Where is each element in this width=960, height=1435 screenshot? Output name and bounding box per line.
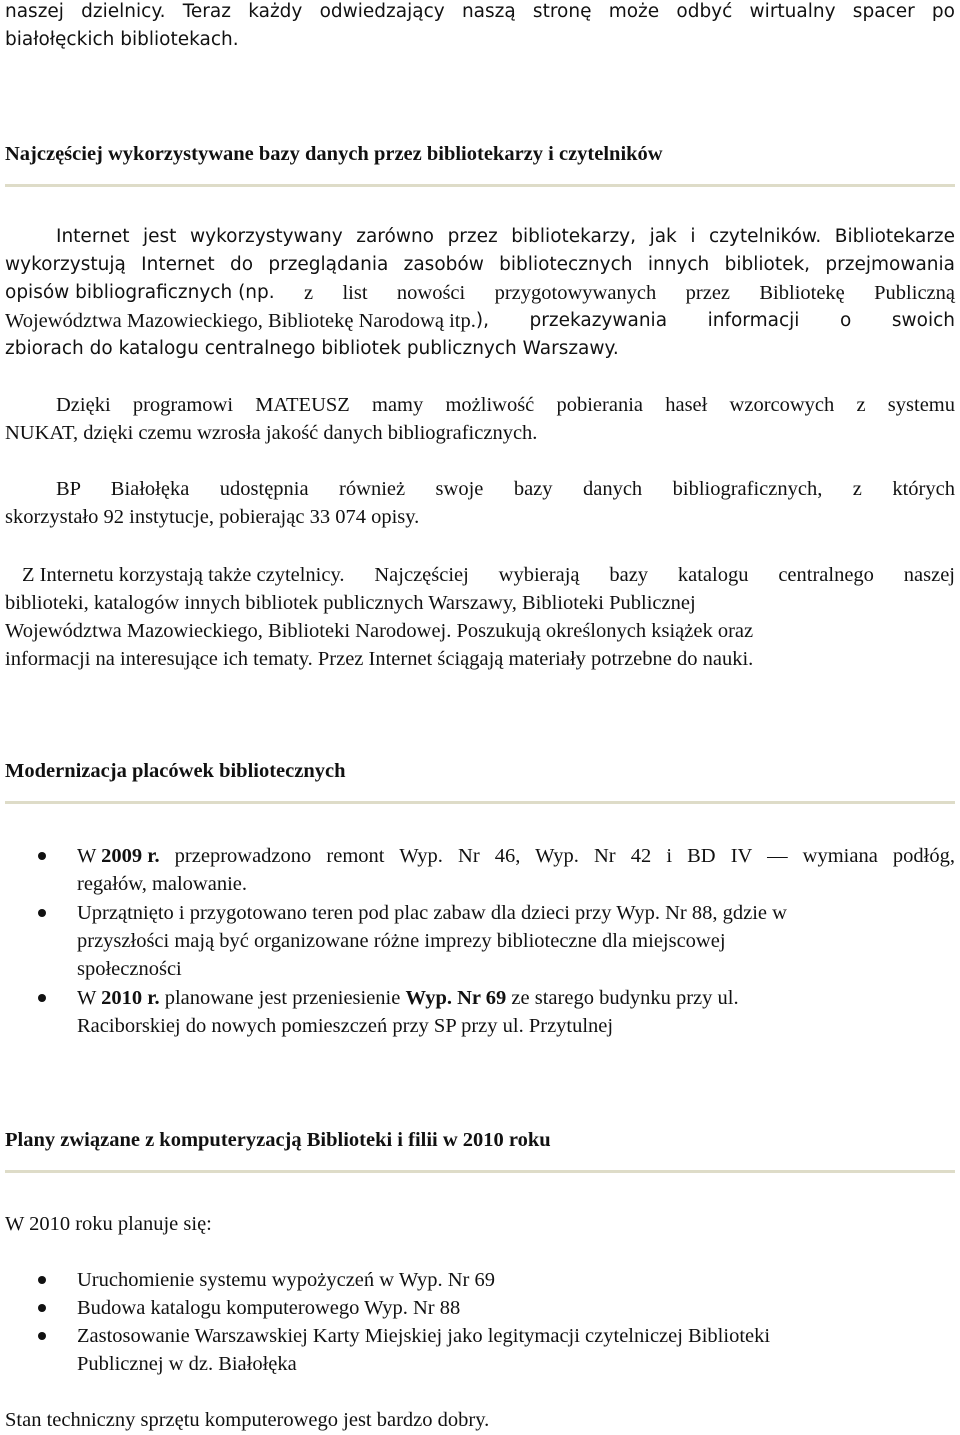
paragraph-fragment: Najczęściej wybierają bazy katalogu centralnego naszej xyxy=(344,564,955,586)
intro-line-1: naszej dzielnicy. Teraz każdy odwiedzający naszą stronę może odbyć wirtualny spacer po xyxy=(5,1,955,22)
list-item-line: Publicznej w dz. Białołęka xyxy=(77,1353,297,1375)
text-fragment-bold: 2009 r. xyxy=(101,845,160,867)
paragraph-fragment: opisów bibliograficznych (np. xyxy=(5,282,275,303)
list-item-line: społeczności xyxy=(77,958,182,980)
text-fragment: ze starego budynku przy ul. xyxy=(506,987,739,1009)
text-fragment: W xyxy=(77,845,102,867)
paragraph-line: biblioteki, katalogów innych bibliotek publicznych Warszawy, Biblioteki Publicznej xyxy=(5,592,696,614)
paragraph-line: informacji na interesujące ich tematy. Przez Internet ściągają materiały potrzebne do nauki. xyxy=(5,648,754,670)
paragraph-line: BP Białołęka udostępnia również swoje bazy danych bibliograficznych, z których xyxy=(56,478,955,500)
paragraph-line: Województwa Mazowieckiego, Biblioteki Narodowej. Poszukują określonych książek oraz xyxy=(5,620,754,642)
list-item-line: Uprzątnięto i przygotowano teren pod plac zabaw dla dzieci przy Wyp. Nr 88, gdzie w xyxy=(77,902,787,924)
list-item-line: Uruchomienie systemu wypożyczeń w Wyp. Nr 69 xyxy=(77,1269,495,1291)
heading-underline xyxy=(5,184,955,187)
paragraph-line: wykorzystują Internet do przeglądania zasobów bibliotecznych innych bibliotek, przejmowania xyxy=(5,254,955,275)
paragraph-line: Internet jest wykorzystywany zarówno przez bibliotekarzy, jak i czytelników. Bibliotekarze xyxy=(56,226,955,247)
bullet-icon xyxy=(38,1332,46,1340)
text-fragment: przeprowadzono remont Wyp. Nr 46, Wyp. Nr 42 i BD IV — wymiana podłóg, xyxy=(159,845,955,867)
list-item-line xyxy=(77,984,739,1012)
bullet-icon xyxy=(38,852,46,860)
text-fragment: planowane jest przeniesienie xyxy=(159,987,406,1009)
text-fragment: W xyxy=(77,987,102,1009)
closing-sentence: Stan techniczny sprzętu komputerowego jest bardzo dobry. xyxy=(5,1409,490,1431)
paragraph-fragment: Województwa Mazowieckiego, Bibliotekę Narodową itp. xyxy=(5,310,476,332)
list-item-line: przyszłości mają być organizowane różne imprezy biblioteczne dla miejscowej xyxy=(77,930,726,952)
section-heading-databases: Najczęściej wykorzystywane bazy danych przez bibliotekarzy i czytelników xyxy=(5,143,663,165)
bullet-icon xyxy=(38,1304,46,1312)
list-item-line: regałów, malowanie. xyxy=(77,873,248,895)
section-heading-modernization: Modernizacja placówek bibliotecznych xyxy=(5,760,346,782)
paragraph-line-mixed xyxy=(22,561,955,589)
plans-lead: W 2010 roku planuje się: xyxy=(5,1213,212,1235)
paragraph-line: Dzięki programowi MATEUSZ mamy możliwość pobierania haseł wzorcowych z systemu xyxy=(56,394,955,416)
paragraph-fragment: z list nowości przygotowywanych przez Bibliotekę Publiczną xyxy=(274,282,955,304)
list-item-line xyxy=(77,842,955,870)
list-item-line: Zastosowanie Warszawskiej Karty Miejskiej jako legitymacji czytelniczej Biblioteki xyxy=(77,1325,771,1347)
heading-underline xyxy=(5,801,955,804)
paragraph-fragment: ), przekazywania informacji o swoich xyxy=(475,310,955,331)
paragraph-line-mixed xyxy=(5,307,955,335)
bullet-icon xyxy=(38,994,46,1002)
list-item-line: Budowa katalogu komputerowego Wyp. Nr 88 xyxy=(77,1297,461,1319)
bullet-icon xyxy=(38,1276,46,1284)
paragraph-line: skorzystało 92 instytucje, pobierając 33 074 opisy. xyxy=(5,506,420,528)
text-fragment-bold: 2010 r. xyxy=(101,987,160,1009)
paragraph-line: zbiorach do katalogu centralnego bibliotek publicznych Warszawy. xyxy=(5,338,619,359)
paragraph-fragment: Z Internetu korzystają także czytelnicy. xyxy=(22,564,345,586)
list-item-line: Raciborskiej do nowych pomieszczeń przy SP przy ul. Przytulnej xyxy=(77,1015,614,1037)
intro-line-2: białołęckich bibliotekach. xyxy=(5,29,239,50)
section-heading-plans: Plany związane z komputeryzacją Biblioteki i filii w 2010 roku xyxy=(5,1129,551,1151)
paragraph-line: NUKAT, dzięki czemu wzrosła jakość danych bibliograficznych. xyxy=(5,422,538,444)
text-fragment-bold: Wyp. Nr 69 xyxy=(405,987,507,1009)
bullet-icon xyxy=(38,909,46,917)
paragraph-line-mixed xyxy=(5,279,955,307)
heading-underline xyxy=(5,1170,955,1173)
